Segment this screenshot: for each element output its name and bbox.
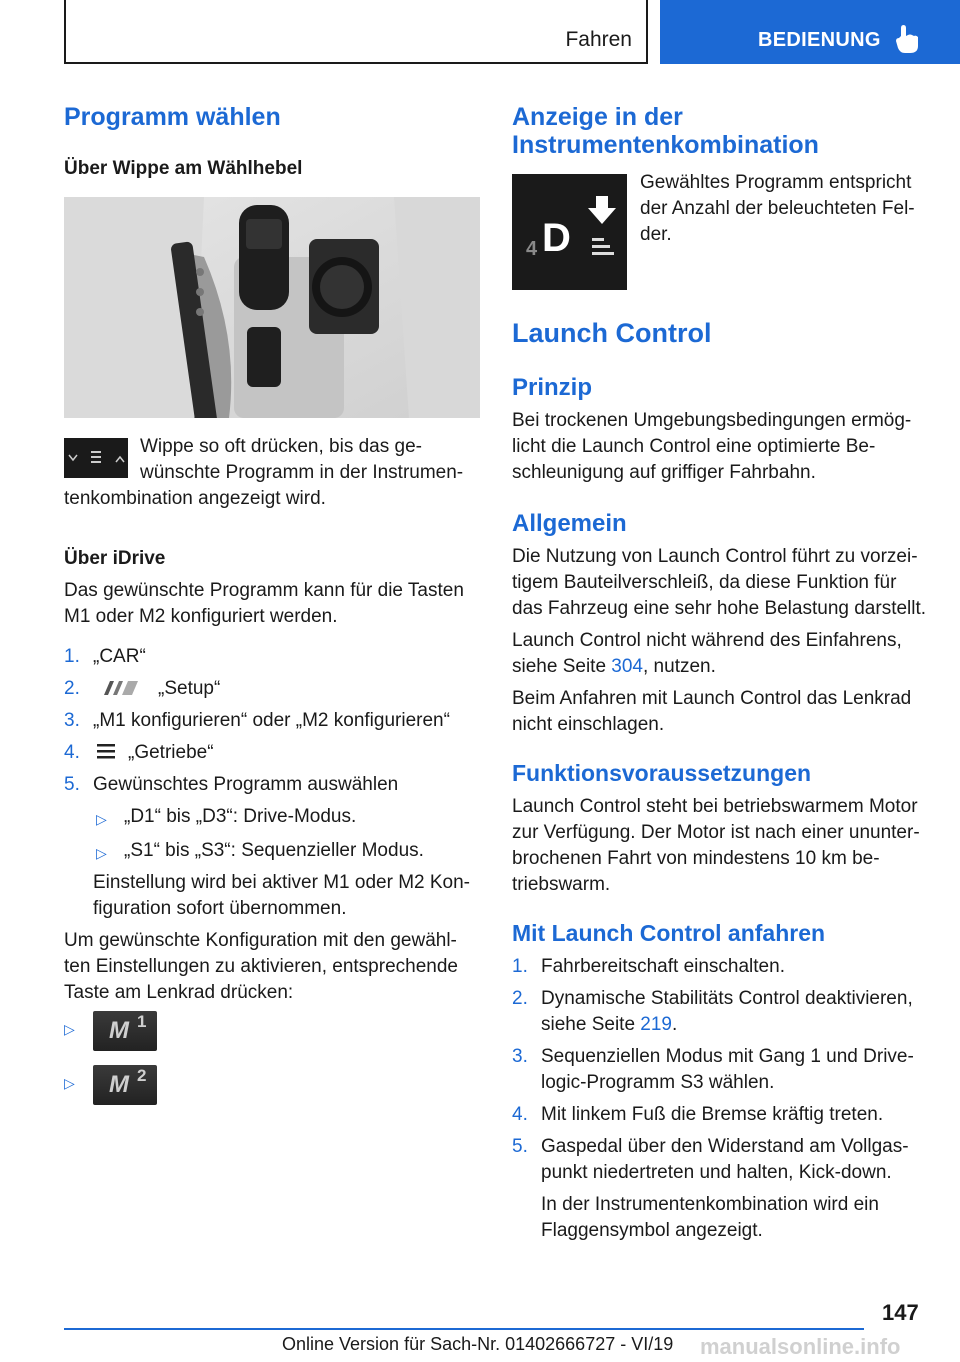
subtitle-wippe: Über Wippe am Wählhebel	[64, 158, 303, 179]
bullet-triangle-icon: ▷	[96, 811, 107, 827]
funk-text-4: triebswarm.	[512, 874, 611, 895]
wippe-selector-icon	[64, 438, 128, 478]
launch-step-2b-end: .	[672, 1014, 678, 1035]
launch-step-5c: In der Instrumentenkombination wird ein	[541, 1194, 879, 1215]
footer-watermark: manualsonline.info	[700, 1334, 901, 1359]
funk-text-1: Launch Control steht bei betriebswarmem Motor	[512, 796, 918, 817]
allgemein-text-5a: siehe Seite	[512, 656, 612, 677]
step-number: 5.	[512, 1136, 528, 1157]
bullet-triangle-icon: ▷	[96, 845, 107, 861]
step-text: „M1 konfigurieren“ oder „M2 konfigurieren“	[93, 710, 450, 731]
subsection-mit-launch: Mit Launch Control anfahren	[512, 920, 826, 946]
step-number: 2.	[64, 678, 80, 699]
m2-sup: 2	[137, 1066, 147, 1085]
allgemein-text-6: Beim Anfahren mit Launch Control das Lenkrad	[512, 688, 912, 709]
instrument-display-image	[512, 174, 627, 290]
bullet-triangle-icon: ▷	[64, 1075, 75, 1091]
note-text-2: figuration sofort übernommen.	[93, 898, 347, 919]
launch-step-2a: Dynamische Stabilitäts Control deaktivieren,	[541, 988, 913, 1009]
step-number: 3.	[64, 710, 80, 731]
step-number: 1.	[512, 956, 528, 977]
launch-step-2b	[541, 1012, 677, 1038]
m1-letter: M	[109, 1017, 129, 1044]
step-number: 3.	[512, 1046, 528, 1067]
allgemein-text-5b: , nutzen.	[643, 656, 716, 677]
allgemein-text-2: tigem Bauteilverschleiß, da diese Funktion für	[512, 572, 897, 593]
hand-pointer-icon	[895, 24, 921, 54]
downshift-arrow-icon	[586, 196, 618, 226]
step-text: „Setup“	[158, 678, 221, 699]
launch-step-3a: Sequenziellen Modus mit Gang 1 und Drive-	[541, 1046, 914, 1067]
bullet-text: „D1“ bis „D3“: Drive-Modus.	[124, 806, 357, 827]
subtitle-idrive: Über iDrive	[64, 548, 166, 569]
anzeige-text-3: der.	[640, 224, 672, 245]
display-gear-letter: D	[542, 216, 571, 260]
page-link-304[interactable]: 304	[611, 656, 643, 677]
idrive-text-2: M1 oder M2 konfiguriert werden.	[64, 606, 338, 627]
step-number: 4.	[64, 742, 80, 763]
para-text-2: ten Einstellungen zu aktivieren, entsprechende	[64, 956, 458, 977]
para-text-3: Taste am Lenkrad drücken:	[64, 982, 294, 1003]
m1-sup: 1	[137, 1012, 147, 1031]
funk-text-2: zur Verfügung. Der Motor ist nach einer ununter-	[512, 822, 920, 843]
m2-letter: M	[109, 1071, 129, 1098]
prinzip-text-3: schleunigung auf griffiger Fahrbahn.	[512, 462, 816, 483]
step-number: 1.	[64, 646, 80, 667]
subsection-funktionsvoraussetzungen: Funktionsvoraussetzungen	[512, 760, 812, 786]
step-number: 4.	[512, 1104, 528, 1125]
getriebe-icon	[95, 742, 117, 762]
launch-step-2b-text: siehe Seite	[541, 1014, 641, 1035]
step-text: „Getriebe“	[128, 742, 214, 763]
launch-step-4: Mit linkem Fuß die Bremse kräftig treten.	[541, 1104, 884, 1125]
allgemein-text-1: Die Nutzung von Launch Control führt zu vorzei-	[512, 546, 918, 567]
launch-step-5b: punkt niedertreten und halten, Kick-down.	[541, 1162, 892, 1183]
step-text: „CAR“	[93, 646, 146, 667]
launch-step-3b: logic-Programm S3 wählen.	[541, 1072, 775, 1093]
footer-online-version: Online Version für Sach-Nr. 01402666727 - VI/19	[282, 1334, 674, 1354]
section-title-launch: Launch Control	[512, 318, 712, 348]
anzeige-text-1: Gewähltes Programm entspricht	[640, 172, 912, 193]
wippe-text-3: tenkombination angezeigt wird.	[64, 488, 326, 509]
step-number: 5.	[64, 774, 80, 795]
allgemein-text-5	[512, 654, 716, 680]
bullet-text: „S1“ bis „S3“: Sequenzieller Modus.	[124, 840, 424, 861]
allgemein-text-3: das Fahrzeug eine sehr hohe Belastung darstellt.	[512, 598, 927, 619]
section-title-anzeige-1: Anzeige in der	[512, 103, 683, 131]
m2-button-icon	[93, 1065, 157, 1105]
para-text-1: Um gewünschte Konfiguration mit den gewähl-	[64, 930, 457, 951]
gear-selector-photo	[64, 197, 480, 418]
idrive-text-1: Das gewünschte Programm kann für die Tasten	[64, 580, 464, 601]
footer-rule	[64, 1328, 864, 1330]
launch-step-1: Fahrbereitschaft einschalten.	[541, 956, 785, 977]
note-text-1: Einstellung wird bei aktiver M1 oder M2 Kon-	[93, 872, 471, 893]
page-number: 147	[882, 1300, 919, 1325]
subsection-prinzip: Prinzip	[512, 374, 593, 401]
allgemein-text-7: nicht einschlagen.	[512, 714, 665, 735]
header-section-box	[64, 0, 648, 64]
anzeige-text-2: der Anzahl der beleuchteten Fel-	[640, 198, 915, 219]
section-title-programm: Programm wählen	[64, 103, 281, 131]
section-title-anzeige-2: Instrumentenkombination	[512, 131, 819, 159]
header-chapter: BEDIENUNG	[758, 29, 881, 51]
funk-text-3: brochenen Fahrt von mindestens 10 km be-	[512, 848, 880, 869]
display-gear-number: 4	[526, 238, 538, 260]
setup-icon	[100, 679, 144, 697]
subsection-allgemein: Allgemein	[512, 510, 627, 537]
wippe-text-1: Wippe so oft drücken, bis das ge-	[140, 436, 422, 457]
page-link-219[interactable]: 219	[640, 1014, 672, 1035]
step-text: Gewünschtes Programm auswählen	[93, 774, 399, 795]
header-section: Fahren	[565, 28, 632, 51]
allgemein-text-4: Launch Control nicht während des Einfahrens,	[512, 630, 902, 651]
header-chapter-box	[660, 0, 960, 64]
bars-icon	[590, 236, 616, 258]
prinzip-text-2: licht die Launch Control eine optimierte Be-	[512, 436, 876, 457]
bullet-triangle-icon: ▷	[64, 1021, 75, 1037]
step-number: 2.	[512, 988, 528, 1009]
m1-button-icon	[93, 1011, 157, 1051]
launch-step-5d: Flaggensymbol angezeigt.	[541, 1220, 763, 1241]
launch-step-5a: Gaspedal über den Widerstand am Vollgas-	[541, 1136, 909, 1157]
prinzip-text-1: Bei trockenen Umgebungsbedingungen ermög-	[512, 410, 912, 431]
wippe-text-2: wünschte Programm in der Instrumen-	[140, 462, 464, 483]
